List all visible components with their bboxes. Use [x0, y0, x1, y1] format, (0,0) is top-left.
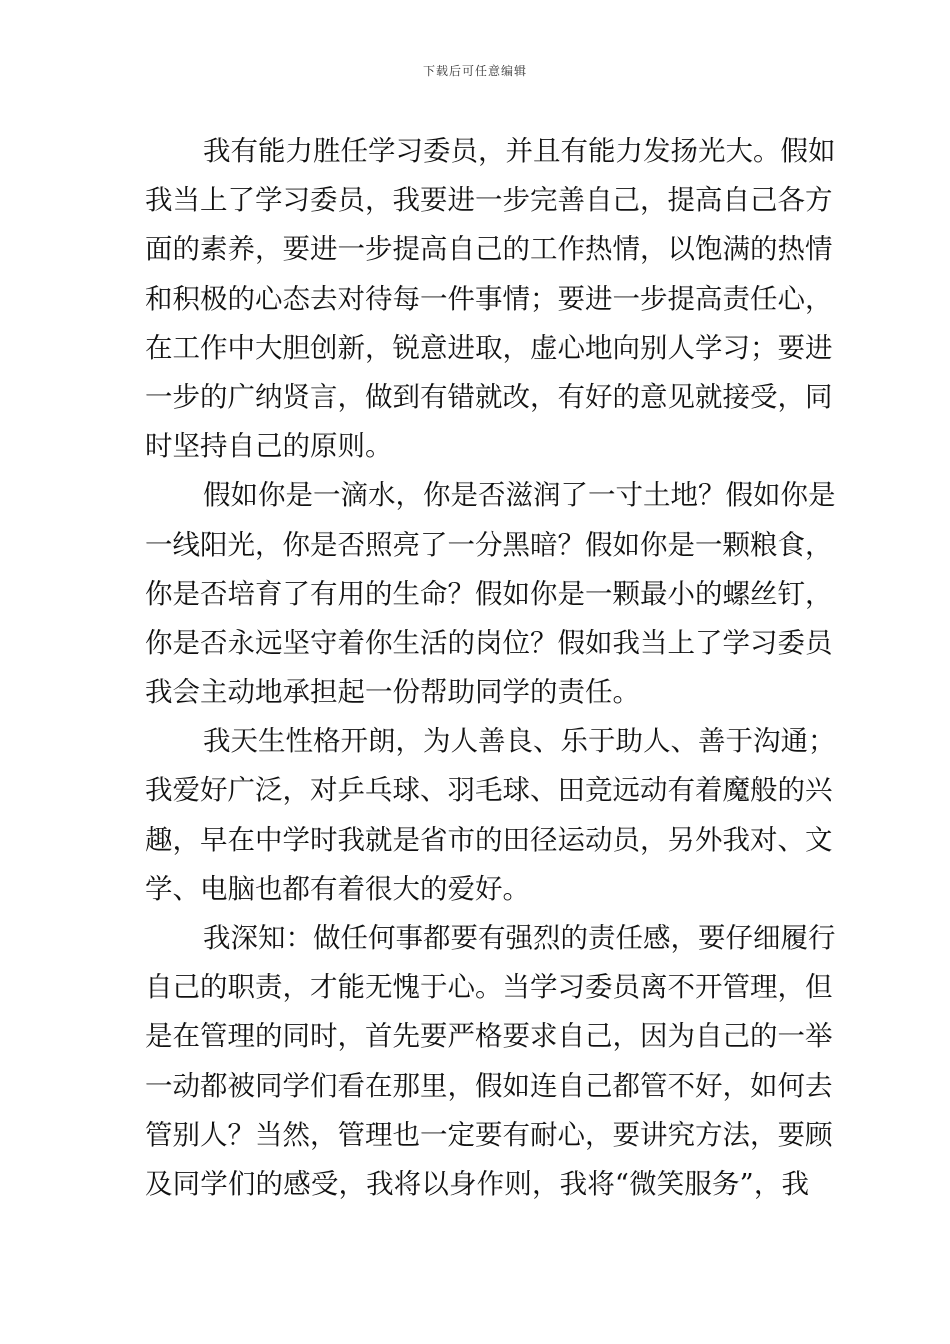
page-header: 下载后可任意编辑: [422, 64, 527, 78]
paragraph-line: 我有能力胜任学习委员，并且有能力发扬光大。假如: [203, 135, 836, 167]
paragraph-line: 我爱好广泛，对乒乓球、羽毛球、田竞远动有着魔般的兴: [145, 774, 833, 807]
paragraph-3: [145, 717, 836, 914]
paragraph-line: 自己的职责，才能无愧于心。当学习委员离不开管理，但: [145, 971, 833, 1004]
paragraph-line: 你是否培育了有用的生命？假如你是一颗最小的螺丝钉，: [145, 577, 833, 610]
paragraph-line: 一步的广纳贤言，做到有错就改，有好的意见就接受，同: [145, 380, 833, 413]
paragraph-line: 一线阳光，你是否照亮了一分黑暗？假如你是一颗粮食，: [145, 528, 833, 561]
paragraph-line: 在工作中大胆创新，锐意进取，虚心地向别人学习；要进: [145, 331, 833, 364]
paragraph-line: 及同学们的感受，我将以身作则，我将“微笑服务”，我: [145, 1167, 809, 1200]
paragraph-line: 假如你是一滴水，你是否滋润了一寸土地？假如你是: [203, 479, 836, 512]
paragraph-line: 和积极的心态去对待每一件事情；要进一步提高责任心，: [145, 282, 833, 315]
paragraph-line: 你是否永远坚守着你生活的岗位？假如我当上了学习委员: [145, 626, 833, 659]
paragraph-line: 我会主动地承担起一份帮助同学的责任。: [145, 676, 640, 709]
paragraph-line: 管别人？当然，管理也一定要有耐心，要讲究方法，要顾: [145, 1118, 833, 1151]
paragraph-line: 学、电脑也都有着很大的爱好。: [145, 872, 530, 905]
paragraph-line: 时坚持自己的原则。: [145, 430, 393, 463]
paragraph-line: 面的素养，要进一步提高自己的工作热情，以饱满的热情: [145, 233, 833, 266]
paragraph-1: [145, 127, 836, 471]
paragraph-2: [145, 471, 836, 717]
paragraph-line: 我天生性格开朗，为人善良、乐于助人、善于沟通；: [203, 725, 836, 758]
document-body: [145, 127, 836, 1209]
paragraph-line: 我深知：做任何事都要有强烈的责任感，要仔细履行: [203, 922, 836, 954]
paragraph-line: 一动都被同学们看在那里，假如连自己都管不好，如何去: [145, 1069, 833, 1102]
paragraph-line: 是在管理的同时，首先要严格要求自己，因为自己的一举: [145, 1020, 833, 1053]
paragraph-line: 我当上了学习委员，我要进一步完善自己，提高自己各方: [145, 184, 833, 217]
paragraph-line: 趣，早在中学时我就是省市的田径运动员，另外我对、文: [145, 823, 833, 856]
paragraph-4: [145, 914, 836, 1209]
